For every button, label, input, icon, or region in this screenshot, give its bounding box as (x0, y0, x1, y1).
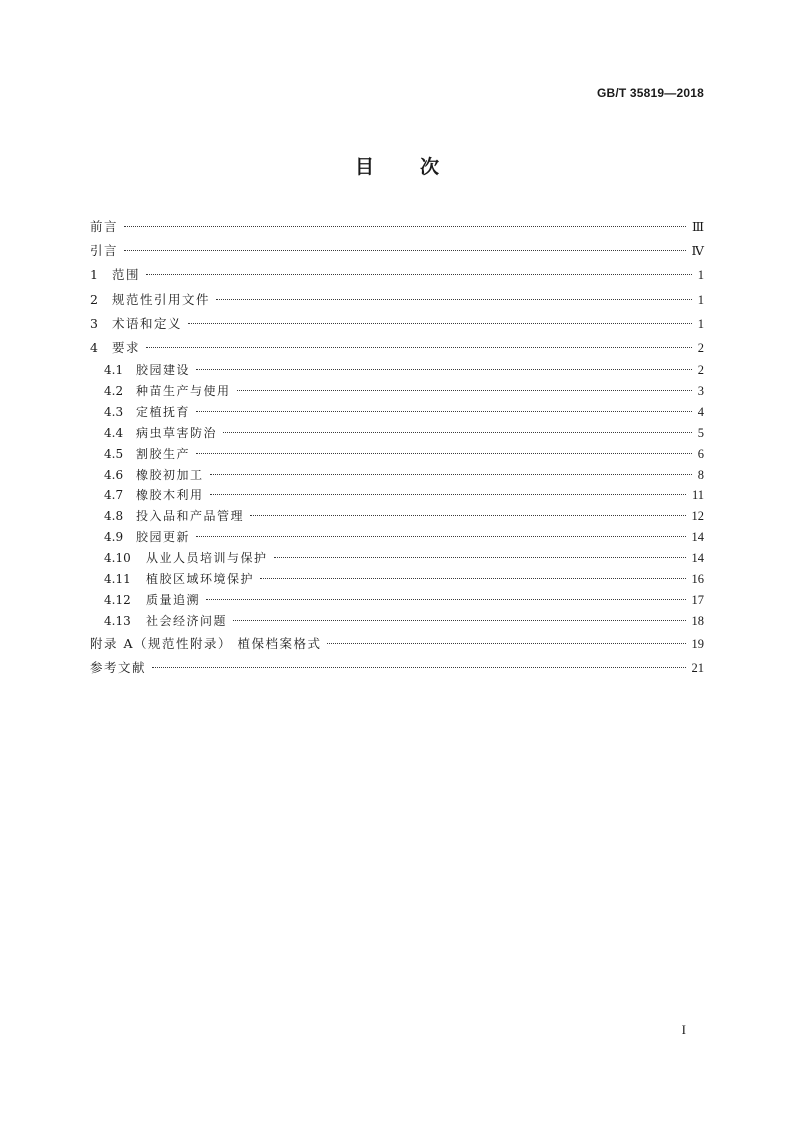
toc-entry[interactable] (90, 217, 704, 241)
toc-entry-number: 4.10 (104, 551, 131, 566)
toc-entry[interactable] (90, 592, 704, 613)
toc-entry-number: 4.7 (104, 488, 124, 503)
toc-entry-number: 4.13 (104, 613, 131, 628)
toc-entry-label: 植胶区域环境保护 (146, 572, 255, 587)
toc-entry-label: 范围 (112, 267, 141, 283)
toc-entry-label: 引言 (90, 243, 119, 259)
page-title (0, 152, 794, 179)
toc-entry-number: 4.5 (104, 446, 124, 461)
toc-entry[interactable] (90, 241, 704, 265)
toc-entry-number: 2 (90, 291, 98, 307)
toc-entry[interactable] (90, 425, 704, 446)
toc-entry-page: 21 (691, 660, 704, 675)
toc-entry-label: 质量追溯 (146, 592, 201, 607)
toc-entry-page: 8 (697, 467, 704, 482)
toc-entry-page: 2 (697, 340, 704, 355)
toc-entry-number: 4.11 (104, 572, 131, 587)
toc-dot-leader (233, 620, 685, 621)
toc-dot-leader (188, 323, 692, 324)
toc-entry[interactable] (90, 634, 704, 658)
toc-entry-page: 19 (691, 636, 704, 651)
toc-entry-page: 4 (697, 404, 704, 419)
toc-dot-leader (152, 667, 685, 668)
toc-entry[interactable] (90, 383, 704, 404)
toc-entry-label: 投入品和产品管理 (136, 509, 245, 524)
toc-entry[interactable] (90, 613, 704, 634)
standard-code: GB/T 35819—2018 (596, 86, 704, 100)
toc-entry-number: 4 (90, 339, 98, 355)
toc-entry[interactable] (90, 446, 704, 467)
toc-dot-leader (146, 347, 692, 348)
toc-entry-label: 定植抚育 (136, 404, 191, 419)
toc-entry-label: 术语和定义 (112, 315, 183, 331)
toc-entry-number: 4.2 (104, 384, 124, 399)
toc-entry-page: 1 (697, 292, 704, 307)
toc-entry-label: 参考文献 (90, 659, 147, 675)
toc-dot-leader (206, 599, 685, 600)
toc-entry-label: 病虫草害防治 (136, 425, 218, 440)
toc-entry-page: 6 (697, 446, 704, 461)
toc-entry-page: 12 (691, 509, 704, 524)
toc-entry-label: 附录 A（规范性附录） 植保档案格式 (90, 635, 322, 651)
table-of-contents (90, 217, 704, 682)
toc-entry[interactable] (90, 658, 704, 682)
toc-entry-page: 2 (697, 363, 704, 378)
toc-entry-page: 1 (697, 268, 704, 283)
toc-dot-leader (216, 299, 692, 300)
toc-entry-page: 1 (697, 316, 704, 331)
toc-dot-leader (223, 432, 692, 433)
toc-dot-leader (237, 390, 692, 391)
toc-entry-page: 11 (691, 488, 704, 503)
toc-entry-label: 前言 (90, 219, 119, 234)
toc-dot-leader (124, 226, 686, 227)
toc-entry[interactable] (90, 338, 704, 362)
toc-entry-page: 17 (691, 592, 704, 607)
toc-entry[interactable] (90, 529, 704, 550)
toc-dot-leader (146, 274, 692, 275)
toc-entry[interactable] (90, 508, 704, 529)
footer-page-number: I (681, 1022, 686, 1037)
toc-entry-label: 社会经济问题 (146, 613, 228, 628)
toc-entry-page: 14 (691, 530, 704, 545)
toc-entry-label: 橡胶初加工 (136, 467, 204, 482)
toc-entry-page: 18 (691, 613, 704, 628)
toc-entry-label: 割胶生产 (136, 446, 191, 461)
toc-dot-leader (250, 515, 685, 516)
toc-entry-page: 16 (691, 572, 704, 587)
toc-dot-leader (124, 250, 685, 251)
toc-entry-number: 4.9 (104, 530, 124, 545)
toc-entry-label: 从业人员培训与保护 (146, 551, 268, 566)
toc-dot-leader (274, 557, 686, 558)
toc-entry-label: 胶园更新 (136, 530, 191, 545)
toc-dot-leader (196, 369, 692, 370)
toc-entry[interactable] (90, 362, 704, 383)
toc-entry[interactable] (90, 550, 704, 571)
toc-entry-page: 3 (697, 384, 704, 399)
toc-entry-page: 14 (691, 551, 704, 566)
toc-dot-leader (196, 411, 692, 412)
toc-dot-leader (260, 578, 685, 579)
toc-entry-number: 4.3 (104, 404, 124, 419)
title-char-2: 次 (420, 156, 440, 178)
toc-entry-page: Ⅲ (691, 220, 704, 234)
toc-entry[interactable] (90, 265, 704, 289)
toc-entry-label: 要求 (112, 339, 141, 355)
toc-entry-number: 4.1 (104, 363, 124, 378)
toc-dot-leader (210, 474, 692, 475)
toc-entry[interactable] (90, 487, 704, 508)
toc-entry-number: 3 (90, 315, 98, 331)
toc-entry[interactable] (90, 290, 704, 314)
toc-entry[interactable] (90, 404, 704, 425)
toc-entry-number: 4.12 (104, 592, 131, 607)
toc-entry-number: 1 (90, 267, 98, 283)
toc-entry-label: 橡胶木利用 (136, 488, 204, 503)
toc-entry-label: 规范性引用文件 (112, 291, 211, 307)
toc-entry-number: 4.8 (104, 509, 124, 524)
toc-entry-label: 种苗生产与使用 (136, 384, 231, 399)
toc-dot-leader (196, 453, 692, 454)
toc-dot-leader (196, 536, 685, 537)
toc-dot-leader (327, 643, 685, 644)
toc-entry-number: 4.6 (104, 467, 124, 482)
toc-entry[interactable] (90, 467, 704, 488)
toc-entry-page: 5 (697, 425, 704, 440)
toc-dot-leader (210, 494, 686, 495)
toc-entry-label: 胶园建设 (136, 363, 191, 378)
toc-entry[interactable] (90, 314, 704, 338)
toc-entry[interactable] (90, 571, 704, 592)
title-char-1: 目 (354, 156, 374, 178)
toc-entry-number: 4.4 (104, 425, 124, 440)
toc-entry-page: Ⅳ (691, 244, 704, 259)
